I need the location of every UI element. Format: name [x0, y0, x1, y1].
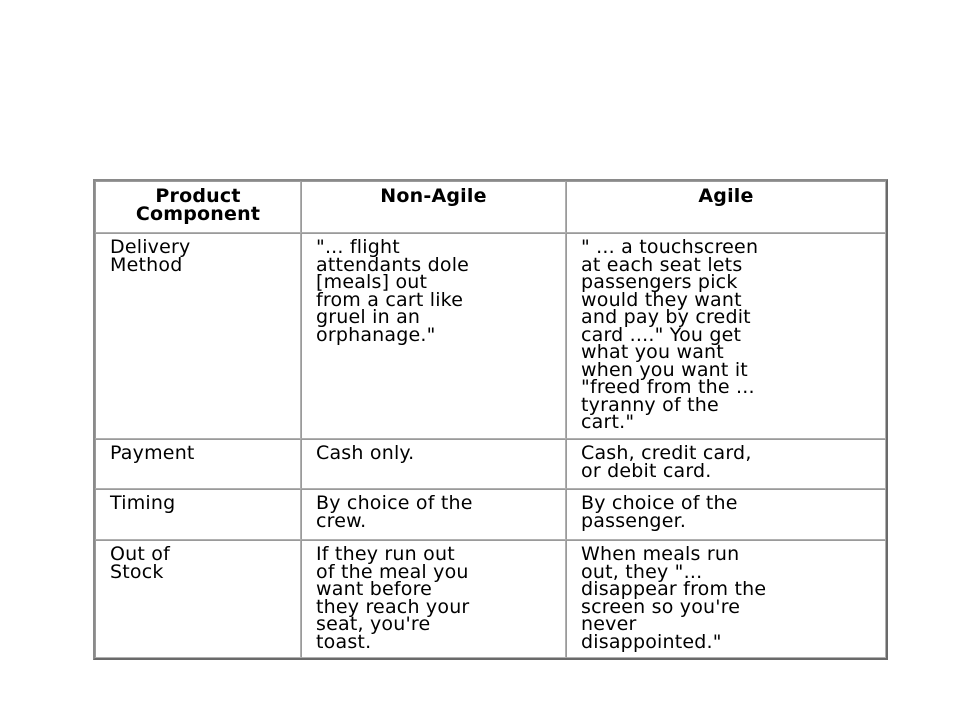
cell-agile: Cash, credit card, or debit card. [566, 439, 886, 489]
table-row-timing [95, 489, 886, 540]
cell-component: Delivery Method [95, 233, 301, 439]
header-agile: Agile [566, 181, 886, 233]
table-row-payment [95, 439, 886, 489]
cell-agile: When meals run out, they "... disappear from the screen so you're never disappointed." [566, 540, 886, 658]
header-non-agile: Non-Agile [301, 181, 566, 233]
cell-agile: By choice of the passenger. [566, 489, 886, 540]
cell-non-agile: "... flight attendants dole [meals] out from a cart like gruel in an orphanage." [301, 233, 566, 439]
cell-agile: " ... a touchscreen at each seat lets passengers pick would they want and pay by credit card ...." You get what you want when you want it "freed from the ... tyranny of the cart." [566, 233, 886, 439]
cell-non-agile: By choice of the crew. [301, 489, 566, 540]
cell-component: Payment [95, 439, 301, 489]
cell-component: Timing [95, 489, 301, 540]
table-header-row [95, 181, 886, 233]
cell-non-agile: If they run out of the meal you want before they reach your seat, you're toast. [301, 540, 566, 658]
comparison-table-container [93, 179, 888, 660]
cell-component: Out of Stock [95, 540, 301, 658]
table-row-out-of-stock [95, 540, 886, 658]
table-row-delivery-method [95, 233, 886, 439]
comparison-table [93, 179, 888, 660]
header-product-component: Product Component [95, 181, 301, 233]
cell-non-agile: Cash only. [301, 439, 566, 489]
